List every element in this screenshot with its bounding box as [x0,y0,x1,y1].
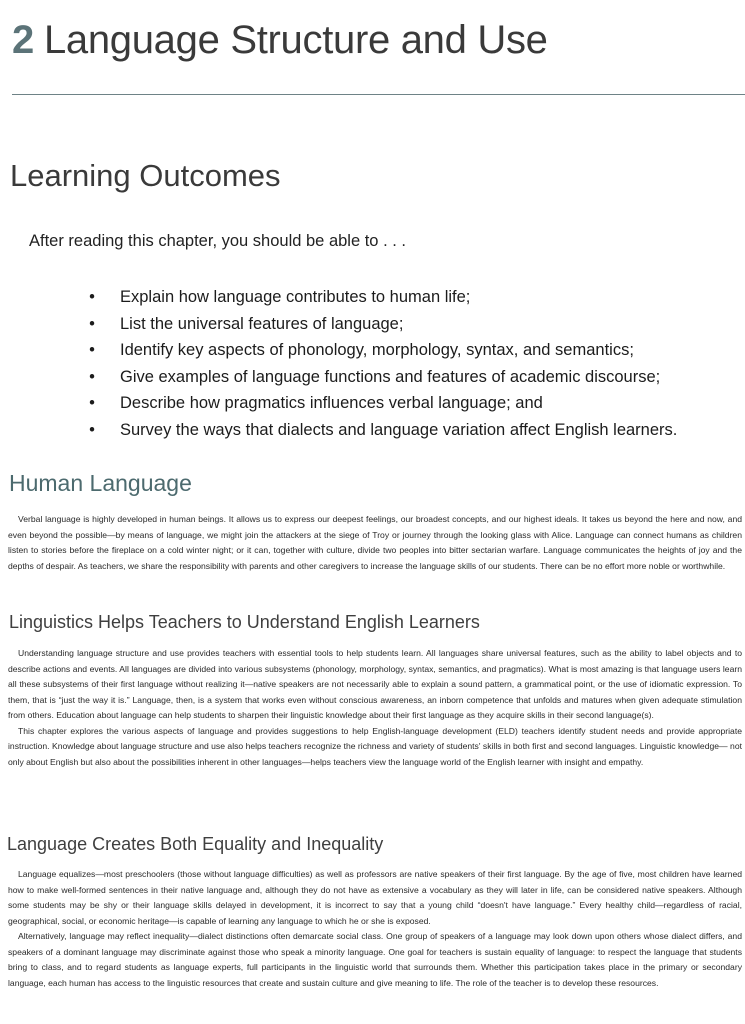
outcome-text: Describe how pragmatics influences verbal language; and [120,394,543,412]
learning-outcomes-intro: After reading this chapter, you should be able to . . . [29,232,406,250]
bullet-icon: • [89,394,95,412]
outcome-text: Survey the ways that dialects and language variation affect English learners. [120,420,678,439]
paragraph: Verbal language is highly developed in human beings. It allows us to express our deepest feelings, our broadest concepts, and our highest ideals. It takes us beyond the here and now, and even beyond the possible—by means of language, we might join the attackers at the siege of Troy or journey through the looking glass with Alice. Language can connect humans as children listen to stories before the fireplace on a cold winter night; or it can, together with culture, divide two peoples into bitter sectarian warfare. Language communicates the heights of joy and the depths of despair. As teachers, we share the responsibility with parents and other caregivers to increase the language skills of our students. There can be no effort more noble or worthwhile. [8,514,742,571]
outcome-text: Explain how language contributes to human life; [120,288,471,306]
chapter-title [12,18,548,63]
learning-outcomes-heading: Learning Outcomes [10,158,281,193]
outcome-text: Identify key aspects of phonology, morphology, syntax, and semantics; [120,341,634,359]
bullet-icon: • [89,341,95,359]
chapter-title-text: Language Structure and Use [43,18,548,62]
human-language-heading: Human Language [9,470,192,496]
outcome-item [86,417,741,444]
linguistics-heading: Linguistics Helps Teachers to Understand English Learners [9,612,480,632]
outcome-text: Give examples of language functions and features of academic discourse; [120,367,661,386]
outcome-item [86,337,741,364]
paragraph: Language equalizes—most preschoolers (those without language difficulties) as well as professors are native speakers of their first language. By the age of five, most children have learned how to make well-formed sentences in their native language and, although they do not have as extensive a vocabulary as they will later in life, can be considered native speakers. Although some students may be shy or their language skills delayed in development, it is incorrect to say that a young child “doesn't have language.” Every healthy child—regardless of racial, geographical, social, or economic heritage—is capable of learning any language to which he or she is exposed. [8,869,742,926]
outcome-item [86,364,741,391]
learning-outcomes-list [86,284,741,443]
linguistics-body [8,646,742,770]
title-divider [12,94,745,95]
paragraph: This chapter explores the various aspects of language and provides suggestions to help English-language development (ELD) teachers identify student needs and provide appropriate instruction. Knowledge about language structure and use also helps teachers recognize the richness and variety of students' skills in both first and second languages. Linguistic knowledge— not only about English but also about the possibilities inherent in other languages—helps teachers view the language world of the English learner with insight and empathy. [8,725,742,767]
outcome-item [86,390,741,417]
equality-body [8,867,742,991]
human-language-body [8,512,742,574]
outcome-item [86,284,741,311]
bullet-icon: • [89,314,95,333]
bullet-icon: • [89,288,95,306]
bullet-icon: • [89,420,95,439]
outcome-item [86,311,741,338]
paragraph: Understanding language structure and use provides teachers with essential tools to help students learn. All languages share universal features, such as the ability to label objects and to describe actions and events. All languages are divided into various subsystems (phonology, morphology, syntax, semantics, and pragmatics). What is most amazing is that language users learn all these subsystems of their first language without realizing it—native speakers are not necessarily able to explain a sound pattern, a grammatical point, or the use of idiomatic expression. To them, that is “just the way it is.” Language, then, is a system that works even without conscious awareness, an inborn competence that unfolds and matures when given adequate stimulation from others. Education about language can help students to sharpen their linguistic knowledge about their first language as they acquire skills in their second language(s). [8,648,742,720]
bullet-icon: • [89,367,95,386]
outcome-text: List the universal features of language; [120,314,404,333]
equality-heading: Language Creates Both Equality and Inequality [7,834,384,854]
paragraph: Alternatively, language may reflect inequality—dialect distinctions often demarcate social class. One group of speakers of a language may look down upon others whose dialect differs, and speakers of a dominant language may discriminate against those who speak a minority language. One goal for teachers is sustain equality of language: to respect the language that students bring to class, and to regard students as language experts, full participants in the linguistic world that surrounds them. Whether this participation takes place in the primary or secondary language, each human has access to the linguistic resources that create and sustain culture and give meaning to life. The role of the teacher is to develop these resources. [8,931,742,988]
chapter-number: 2 [12,18,34,62]
